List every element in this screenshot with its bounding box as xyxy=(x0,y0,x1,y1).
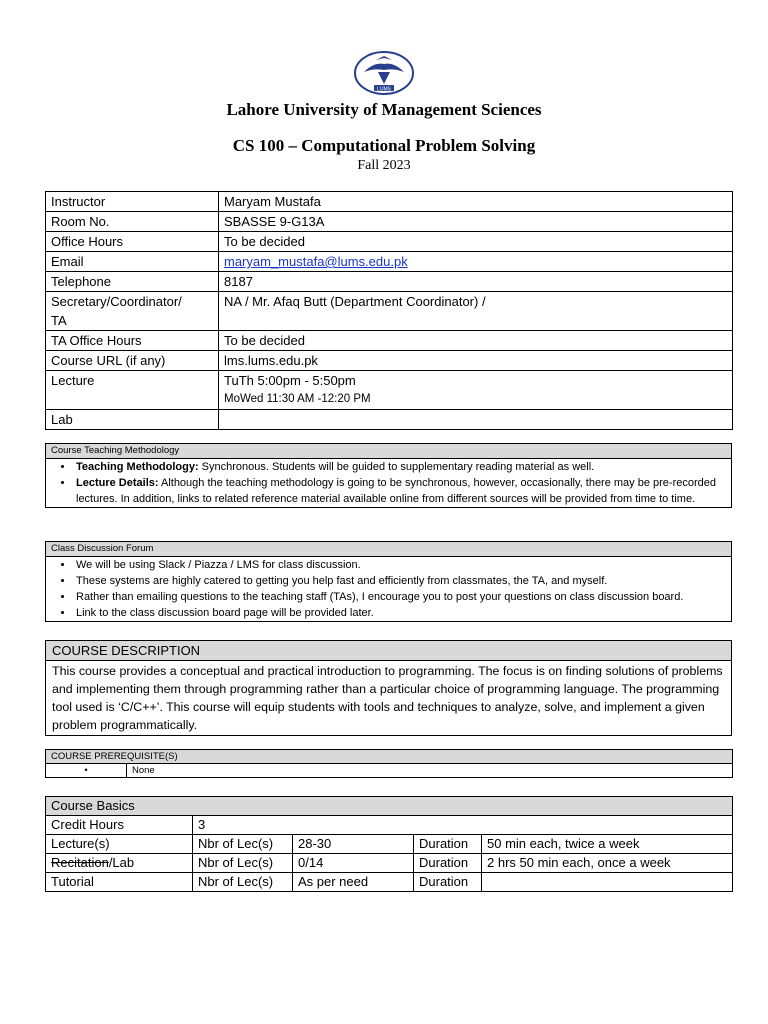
office-hours-label: Office Hours xyxy=(46,232,219,252)
section-header: Course Basics xyxy=(46,797,733,816)
list-item: • We will be using Slack / Piazza / LMS for class discussion. xyxy=(74,557,727,573)
email-label: Email xyxy=(46,252,219,272)
lab-label: Lab xyxy=(46,410,219,430)
table-row xyxy=(46,816,733,835)
course-basics-table xyxy=(45,796,733,892)
course-title: CS 100 – Computational Problem Solving xyxy=(232,136,536,155)
section-header: COURSE PREREQUISITE(S) xyxy=(46,750,733,764)
prerequisite-value: None xyxy=(127,764,733,778)
list-item: • Teaching Methodology: Synchronous. Students will be guided to supplementary reading material as well. xyxy=(74,459,727,475)
duration-label: Duration xyxy=(414,873,482,892)
duration-value: 2 hrs 50 min each, once a week xyxy=(482,854,733,873)
info-row-office-hours xyxy=(46,232,733,252)
lecture-label: Lecture xyxy=(46,371,219,410)
section-header: Class Discussion Forum xyxy=(46,542,731,557)
telephone-label: Telephone xyxy=(46,272,219,292)
credit-hours-value: 3 xyxy=(193,816,733,835)
list-item: • These systems are highly catered to getting you help fast and efficiently from classmates, the TA, and myself. xyxy=(74,573,727,589)
credit-hours-label: Credit Hours xyxy=(46,816,193,835)
secretary-value: NA / Mr. Afaq Butt (Department Coordinator) / xyxy=(219,292,733,331)
bullet: • xyxy=(46,764,127,778)
instructor-value: Maryam Mustafa xyxy=(219,192,733,212)
duration-label: Duration xyxy=(414,835,482,854)
lecture-time-1: TuTh 5:00pm - 5:50pm xyxy=(224,373,356,388)
email-link[interactable]: maryam_mustafa@lums.edu.pk xyxy=(224,254,408,269)
info-row-lab xyxy=(46,410,733,430)
table-row xyxy=(46,835,733,854)
lums-logo xyxy=(352,48,416,96)
telephone-value: 8187 xyxy=(219,272,733,292)
secretary-label-line1: Secretary/Coordinator/ xyxy=(51,294,182,309)
nbr-label: Nbr of Lec(s) xyxy=(193,854,293,873)
office-hours-value: To be decided xyxy=(219,232,733,252)
info-row-ta-office-hours xyxy=(46,331,733,351)
info-row-course-url xyxy=(46,351,733,371)
secretary-label-line2: TA xyxy=(51,313,67,328)
nbr-value: 28-30 xyxy=(293,835,414,854)
course-url-value: lms.lums.edu.pk xyxy=(219,351,733,371)
course-url-label: Course URL (if any) xyxy=(46,351,219,371)
section-header: COURSE DESCRIPTION xyxy=(46,641,731,661)
discussion-forum-section xyxy=(45,541,732,622)
row-label: Tutorial xyxy=(46,873,193,892)
svg-text:LUMS: LUMS xyxy=(377,86,391,93)
table-row xyxy=(46,854,733,873)
info-row-lecture xyxy=(46,371,733,410)
nbr-value: As per need xyxy=(293,873,414,892)
row-label: Recitation/Lab xyxy=(46,854,193,873)
section-header: Course Teaching Methodology xyxy=(46,444,731,459)
info-row-room xyxy=(46,212,733,232)
info-row-telephone xyxy=(46,272,733,292)
list-item: • Lecture Details: Although the teaching methodology is going to be synchronous, however, occasionally, there may be pre-recorded lectures. In addition, links to related reference material available online from different sources will be provided from time to time. xyxy=(74,475,727,507)
list-item: • Link to the class discussion board page will be provided later. xyxy=(74,605,727,621)
course-term: Fall 2023 xyxy=(357,158,411,173)
nbr-value: 0/14 xyxy=(293,854,414,873)
info-row-secretary xyxy=(46,292,733,331)
course-info-table xyxy=(45,191,733,430)
duration-label: Duration xyxy=(414,854,482,873)
lecture-time-2: MoWed 11:30 AM -12:20 PM xyxy=(224,393,371,405)
nbr-label: Nbr of Lec(s) xyxy=(193,873,293,892)
duration-value: 50 min each, twice a week xyxy=(482,835,733,854)
course-description-section xyxy=(45,640,732,736)
row-label: Lecture(s) xyxy=(46,835,193,854)
forum-list xyxy=(46,557,731,621)
description-body: This course provides a conceptual and practical introduction to programming. The focus is on finding solutions of problems and implementing them through programming rather than a particular choice of programming language. The programming tool used is ‘C/C++’. This course will equip students with tools and techniques to analyze, solve, and implement a given problem programmatically. xyxy=(52,664,723,732)
room-label: Room No. xyxy=(46,212,219,232)
university-name: Lahore University of Management Sciences xyxy=(226,100,542,119)
instructor-label: Instructor xyxy=(46,192,219,212)
list-item: • Rather than emailing questions to the teaching staff (TAs), I encourage you to post your questions on class discussion board. xyxy=(74,589,727,605)
lab-value xyxy=(219,410,733,430)
ta-office-hours-value: To be decided xyxy=(219,331,733,351)
info-row-email xyxy=(46,252,733,272)
room-value: SBASSE 9-G13A xyxy=(219,212,733,232)
ta-office-hours-label: TA Office Hours xyxy=(46,331,219,351)
methodology-list xyxy=(46,459,731,507)
nbr-label: Nbr of Lec(s) xyxy=(193,835,293,854)
teaching-methodology-section xyxy=(45,443,732,508)
prerequisites-table xyxy=(45,749,733,778)
info-row-instructor xyxy=(46,192,733,212)
duration-value xyxy=(482,873,733,892)
table-row xyxy=(46,873,733,892)
